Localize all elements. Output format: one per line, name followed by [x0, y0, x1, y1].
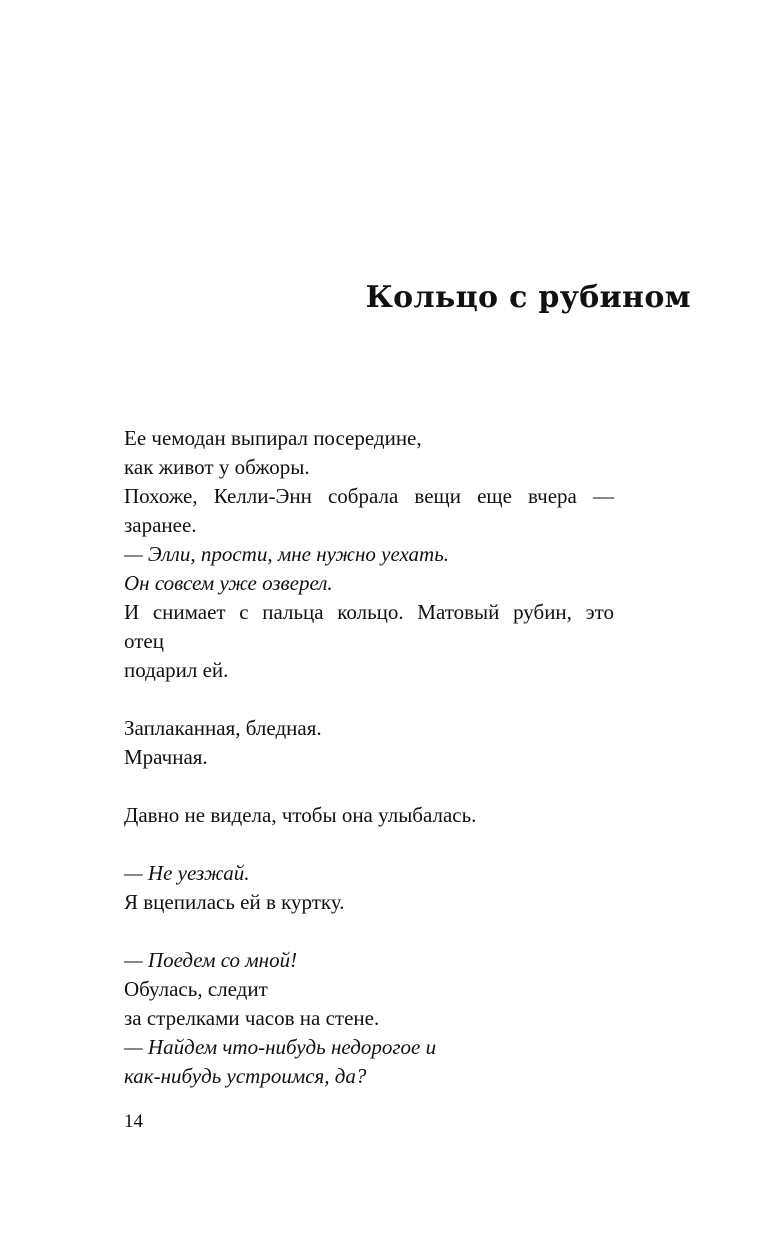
poem-line: подарил ей.	[124, 658, 229, 682]
dialogue-line: — Элли, прости, мне нужно уехать.	[124, 542, 450, 566]
poem-line: Похоже, Келли-Энн собрала вещи еще вчера —	[124, 484, 614, 508]
dialogue-line: — Не уезжай.	[124, 861, 250, 885]
poem-line: за стрелками часов на стене.	[124, 1006, 380, 1030]
stanza-break	[124, 830, 614, 859]
dialogue-line: — Найдем что-нибудь недорогое и	[124, 1035, 437, 1059]
stanza-break	[124, 685, 614, 714]
poem-line: Я вцепилась ей в куртку.	[124, 890, 345, 914]
poem-line: заранее.	[124, 513, 197, 537]
poem-line: как живот у обжоры.	[124, 455, 310, 479]
dialogue-line: как-нибудь устроимся, да?	[124, 1064, 367, 1088]
poem-line: Заплаканная, бледная.	[124, 716, 322, 740]
dialogue-line: — Поедем со мной!	[124, 948, 298, 972]
poem-line: Давно не видела, чтобы она улыбалась.	[124, 803, 477, 827]
poem-text	[124, 424, 614, 1091]
poem-line: отец	[124, 629, 164, 653]
stanza-break	[124, 772, 614, 801]
stanza-break	[124, 917, 614, 946]
page-number: 14	[124, 1111, 143, 1132]
poem-line: Обулась, следит	[124, 977, 268, 1001]
poem-line: Мрачная.	[124, 745, 208, 769]
poem-line: И снимает с пальца кольцо. Матовый рубин, это	[124, 600, 614, 624]
chapter-title: Кольцо с рубином	[365, 280, 691, 315]
dialogue-line: Он совсем уже озверел.	[124, 571, 333, 595]
poem-line: Ее чемодан выпирал посередине,	[124, 426, 422, 450]
